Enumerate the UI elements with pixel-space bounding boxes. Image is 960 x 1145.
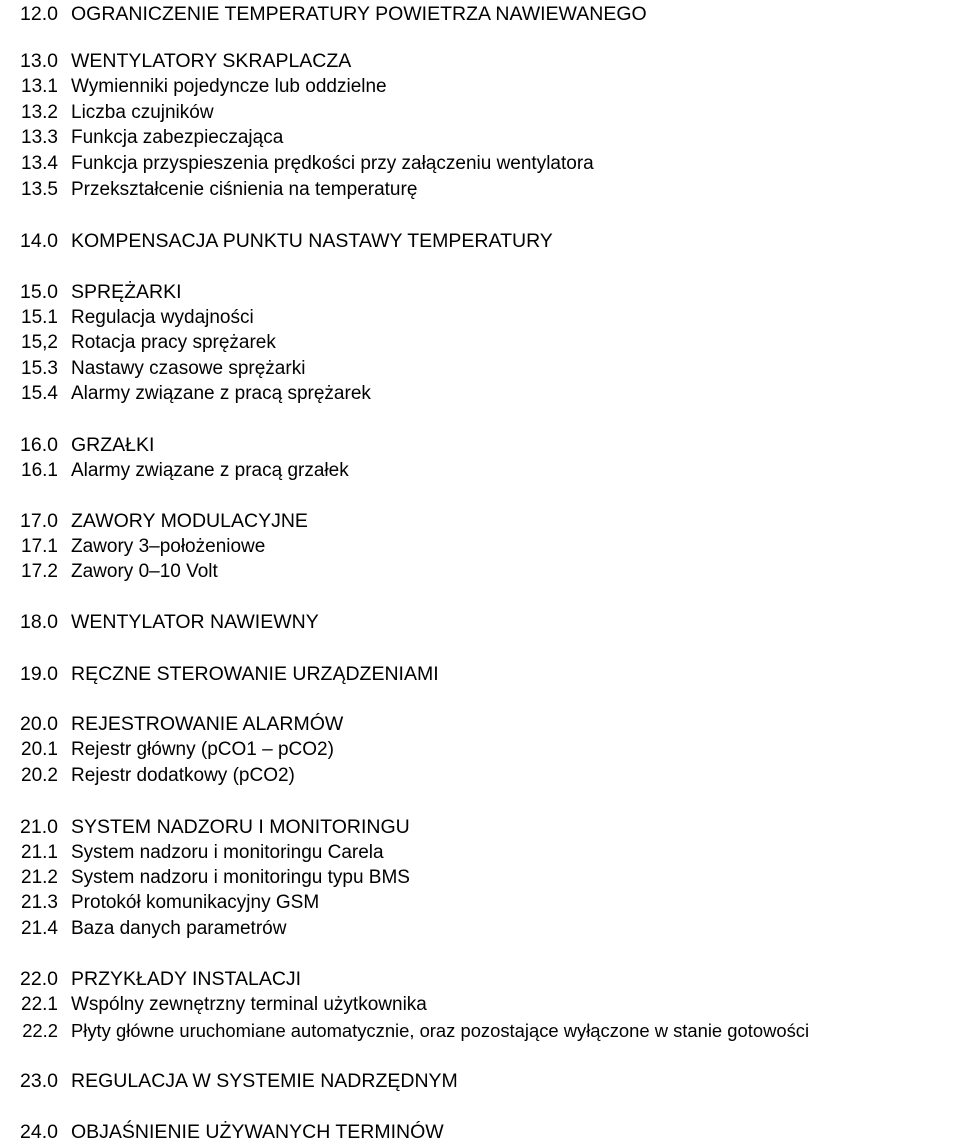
toc-entry-number: 22.2 <box>22 1020 58 1041</box>
toc-entry-title: Liczba czujników <box>71 102 214 123</box>
toc-entry-number: 17.1 <box>21 536 58 557</box>
toc-entry-number: 13.4 <box>21 153 58 174</box>
toc-entry-title: OGRANICZENIE TEMPERATURY POWIETRZA NAWIEWANEGO <box>71 3 647 25</box>
toc-entry-title: Baza danych parametrów <box>71 918 287 939</box>
toc-entry-title: Wymienniki pojedyncze lub oddzielne <box>71 76 387 97</box>
toc-entry-title: Protokół komunikacyjny GSM <box>71 892 320 913</box>
toc-entry-number: 18.0 <box>20 611 58 633</box>
toc-entry-title: Funkcja przyspieszenia prędkości przy załączeniu wentylatora <box>71 153 594 174</box>
toc-entry-number: 20.1 <box>21 739 58 760</box>
toc-entry-title: WENTYLATOR NAWIEWNY <box>71 611 319 633</box>
toc-entry-number: 13.1 <box>21 76 58 97</box>
toc-entry-number: 16.1 <box>21 460 58 481</box>
toc-entry-title: Rejestr główny (pCO1 – pCO2) <box>71 739 334 760</box>
toc-entry-title: Rotacja pracy sprężarek <box>71 332 276 353</box>
toc-entry-title: SPRĘŻARKI <box>71 281 182 303</box>
toc-entry-number: 21.3 <box>21 892 58 913</box>
toc-entry-title: PRZYKŁADY INSTALACJI <box>71 968 302 990</box>
toc-entry-title: Płyty główne uruchomiane automatycznie, oraz pozostające wyłączone w stanie gotowości <box>71 1020 810 1041</box>
toc-entry-title: WENTYLATORY SKRAPLACZA <box>71 50 352 72</box>
toc-entry-number: 16.0 <box>20 434 58 456</box>
toc-entry-title: KOMPENSACJA PUNKTU NASTAWY TEMPERATURY <box>71 230 553 252</box>
toc-entry-number: 13.2 <box>21 102 58 123</box>
toc-entry-number: 13.5 <box>21 179 58 200</box>
toc-entry-number: 23.0 <box>20 1070 58 1092</box>
toc-entry-number: 13.0 <box>20 50 58 72</box>
toc-entry-number: 15.4 <box>21 383 58 404</box>
toc-entry-title: Alarmy związane z pracą grzałek <box>71 460 349 481</box>
toc-entry-title: Przekształcenie ciśnienia na temperaturę <box>71 179 418 200</box>
toc-entry-title: System nadzoru i monitoringu Carela <box>71 842 384 863</box>
toc-entry-title: Nastawy czasowe sprężarki <box>71 358 306 379</box>
toc-entry-number: 20.2 <box>21 765 58 786</box>
toc-entry-title: OBJAŚNIENIE UŻYWANYCH TERMINÓW <box>71 1121 444 1143</box>
toc-entry-number: 20.0 <box>20 713 58 735</box>
toc-entry-title: REJESTROWANIE ALARMÓW <box>71 713 344 735</box>
toc-entry-title: Rejestr dodatkowy (pCO2) <box>71 765 295 786</box>
toc-entry-number: 22.1 <box>21 994 58 1015</box>
toc-entry-title: Wspólny zewnętrzny terminal użytkownika <box>71 994 427 1015</box>
toc-entry-title: Regulacja wydajności <box>71 307 254 328</box>
toc-entry-number: 15.3 <box>21 358 58 379</box>
toc-entry-number: 12.0 <box>20 3 58 25</box>
toc-entry-title: RĘCZNE STEROWANIE URZĄDZENIAMI <box>71 663 439 685</box>
toc-entry-title: Alarmy związane z pracą sprężarek <box>71 383 371 404</box>
toc-entry-number: 17.0 <box>20 510 58 532</box>
toc-entry-number: 15,2 <box>21 332 58 353</box>
toc-entry-number: 21.1 <box>21 842 58 863</box>
toc-entry-title: GRZAŁKI <box>71 434 155 456</box>
toc-entry-number: 17.2 <box>21 561 58 582</box>
toc-entry-title: SYSTEM NADZORU I MONITORINGU <box>71 816 410 838</box>
toc-entry-number: 21.2 <box>21 867 58 888</box>
toc-entry-number: 22.0 <box>20 968 58 990</box>
toc-entry-title: ZAWORY MODULACYJNE <box>71 510 308 532</box>
toc-entry-title: Zawory 3–położeniowe <box>71 536 266 557</box>
toc-entry-title: Funkcja zabezpieczająca <box>71 127 284 148</box>
toc-entry-number: 24.0 <box>20 1121 58 1143</box>
toc-entry-title: Zawory 0–10 Volt <box>71 561 218 582</box>
toc-entry-number: 21.4 <box>21 918 58 939</box>
toc-entry-title: System nadzoru i monitoringu typu BMS <box>71 867 410 888</box>
toc-entry-number: 14.0 <box>20 230 58 252</box>
toc-entry-number: 21.0 <box>20 816 58 838</box>
toc-entry-number: 15.0 <box>20 281 58 303</box>
toc-entry-number: 13.3 <box>21 127 58 148</box>
toc-entry-number: 15.1 <box>21 307 58 328</box>
toc-entry-title: REGULACJA W SYSTEMIE NADRZĘDNYM <box>71 1070 458 1092</box>
toc-entry-number: 19.0 <box>20 663 58 685</box>
